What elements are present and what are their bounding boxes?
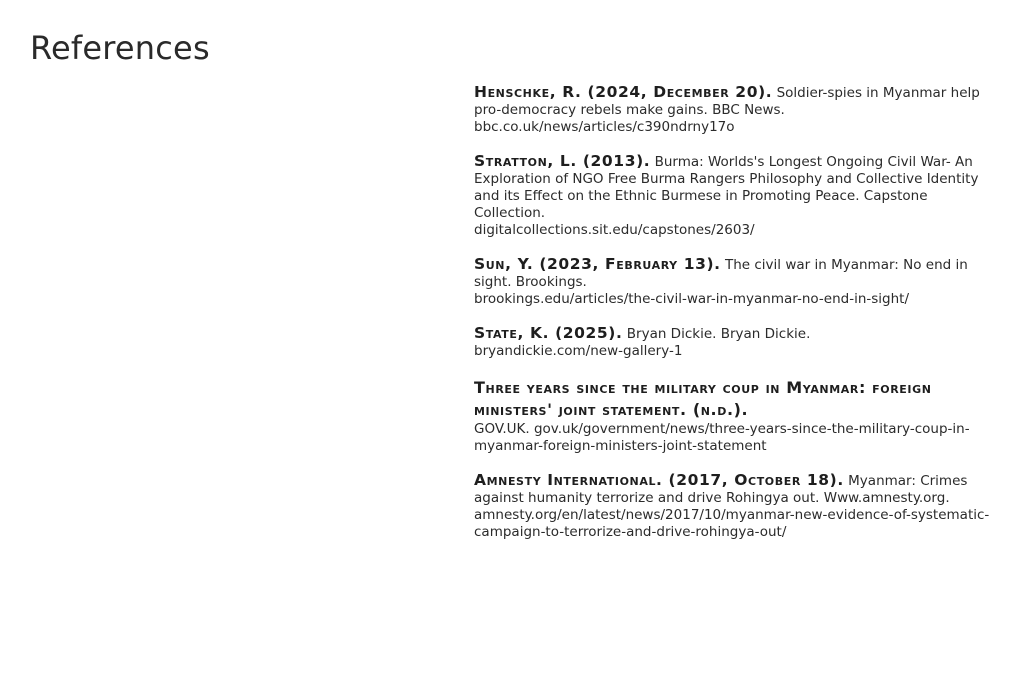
reference-link[interactable]: brookings.edu/articles/the-civil-war-in-myanmar-no-end-in-sight/ <box>474 291 909 307</box>
reference-author: Three years since the military coup in Myanmar: foreign ministers' joint statement. (n.d.). <box>474 378 932 419</box>
reference-text: GOV.UK. gov.uk/government/news/three-years-since-the-military-coup-in-myanmar-foreign-ministers-joint-statement <box>474 421 970 454</box>
reference-author: State, K. (2025). <box>474 324 623 342</box>
reference-entry <box>474 256 994 308</box>
reference-link[interactable]: bryandickie.com/new-gallery-1 <box>474 343 683 359</box>
reference-author: Sun, Y. (2023, February 13). <box>474 255 721 273</box>
reference-author: Henschke, R. (2024, December 20). <box>474 83 773 101</box>
reference-link[interactable]: digitalcollections.sit.edu/capstones/2603/ <box>474 222 755 238</box>
reference-entry <box>474 84 994 136</box>
reference-entry <box>474 325 994 360</box>
page-title: References <box>30 29 210 67</box>
reference-text: The civil war in Myanmar: No end in sight. Brookings. <box>474 257 968 290</box>
reference-entry <box>474 377 994 455</box>
reference-text: Soldier-spies in Myanmar help pro-democracy rebels make gains. BBC News. <box>474 85 980 118</box>
reference-text: Bryan Dickie. Bryan Dickie. <box>626 326 811 342</box>
reference-entry <box>474 472 994 541</box>
reference-link[interactable]: amnesty.org/en/latest/news/2017/10/myanmar-new-evidence-of-systematic-campaign-to-terrorize-and-drive-rohingya-out/ <box>474 507 990 540</box>
reference-list <box>474 84 994 558</box>
reference-text: Myanmar: Crimes against humanity terrorize and drive Rohingya out. Www.amnesty.org. <box>474 473 968 506</box>
reference-author: Amnesty International. (2017, October 18). <box>474 471 844 489</box>
reference-author: Stratton, L. (2013). <box>474 152 651 170</box>
reference-text: Burma: Worlds's Longest Ongoing Civil War- An Exploration of NGO Free Burma Rangers Philosophy and Collective Identity and its Effect on the Ethnic Burmese in Promoting Peace. Capstone Collection. <box>474 154 979 221</box>
reference-entry <box>474 153 994 239</box>
reference-link[interactable]: bbc.co.uk/news/articles/c390ndrny17o <box>474 119 735 135</box>
